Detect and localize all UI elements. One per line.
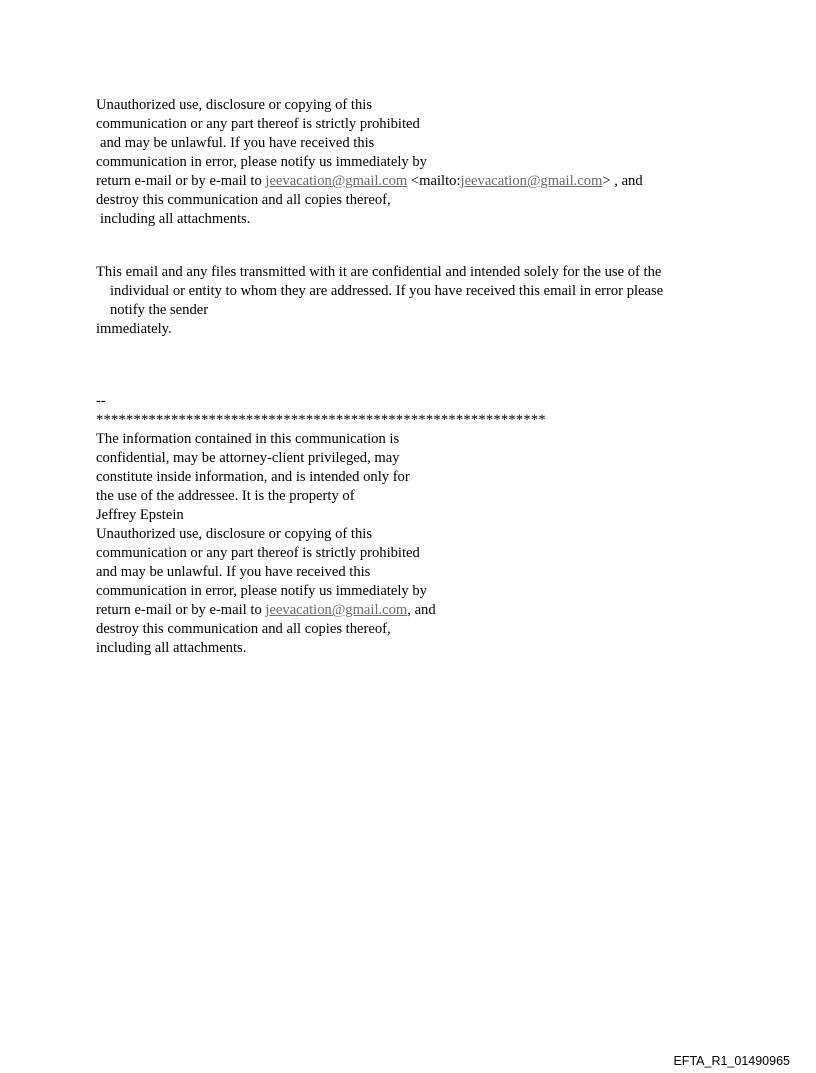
- notice-line: notify the sender: [110, 302, 209, 318]
- disclaimer-line-with-email: [96, 172, 756, 191]
- text-segment: return e-mail or by e-mail to: [96, 602, 266, 618]
- disclaimer-line: communication or any part thereof is strictly prohibited: [96, 116, 420, 132]
- disclaimer-line: confidential, may be attorney-client privileged, may: [96, 450, 400, 466]
- email-link[interactable]: jeevacation@gmail.com: [265, 602, 408, 618]
- text-segment: <mailto:: [407, 173, 461, 189]
- text-segment: , and: [407, 602, 436, 618]
- document-id-stamp: EFTA_R1_01490965: [673, 1054, 790, 1068]
- text-segment: return e-mail or by e-mail to: [96, 173, 266, 189]
- disclaimer-line: including all attachments.: [100, 211, 251, 227]
- disclaimer-line: and may be unlawful. If you have received this: [100, 135, 375, 151]
- owner-name: Jeffrey Epstein: [96, 507, 184, 523]
- notice-line: immediately.: [96, 321, 172, 337]
- disclaimer-line: destroy this communication and all copies thereof,: [96, 192, 391, 208]
- signature-disclaimer-block: [96, 392, 756, 658]
- disclaimer-line-with-email: [96, 601, 756, 620]
- disclaimer-line: communication in error, please notify us immediately by: [96, 583, 427, 599]
- signature-separator: --: [96, 393, 106, 409]
- mailto-email-link[interactable]: jeevacation@gmail.com: [460, 173, 603, 189]
- confidentiality-notice-block: [96, 263, 756, 339]
- disclaimer-line: and may be unlawful. If you have received this: [96, 564, 371, 580]
- email-link[interactable]: jeevacation@gmail.com: [265, 173, 408, 189]
- disclaimer-block-1: [96, 96, 756, 229]
- disclaimer-line: Unauthorized use, disclosure or copying of this: [96, 97, 373, 113]
- disclaimer-line: constitute inside information, and is intended only for: [96, 469, 410, 485]
- text-segment: > , and: [602, 173, 643, 189]
- asterisk-divider: ************************************************************: [96, 412, 546, 428]
- disclaimer-line: destroy this communication and all copies thereof,: [96, 621, 391, 637]
- disclaimer-line: communication in error, please notify us immediately by: [96, 154, 427, 170]
- disclaimer-line: The information contained in this communication is: [96, 431, 400, 447]
- disclaimer-line: Unauthorized use, disclosure or copying of this: [96, 526, 373, 542]
- notice-line: individual or entity to whom they are addressed. If you have received this email in error please: [110, 283, 664, 299]
- disclaimer-line: including all attachments.: [96, 640, 247, 656]
- disclaimer-line: communication or any part thereof is strictly prohibited: [96, 545, 420, 561]
- disclaimer-line: the use of the addressee. It is the property of: [96, 488, 355, 504]
- notice-line: This email and any files transmitted with it are confidential and intended solely for the use of the: [96, 264, 662, 280]
